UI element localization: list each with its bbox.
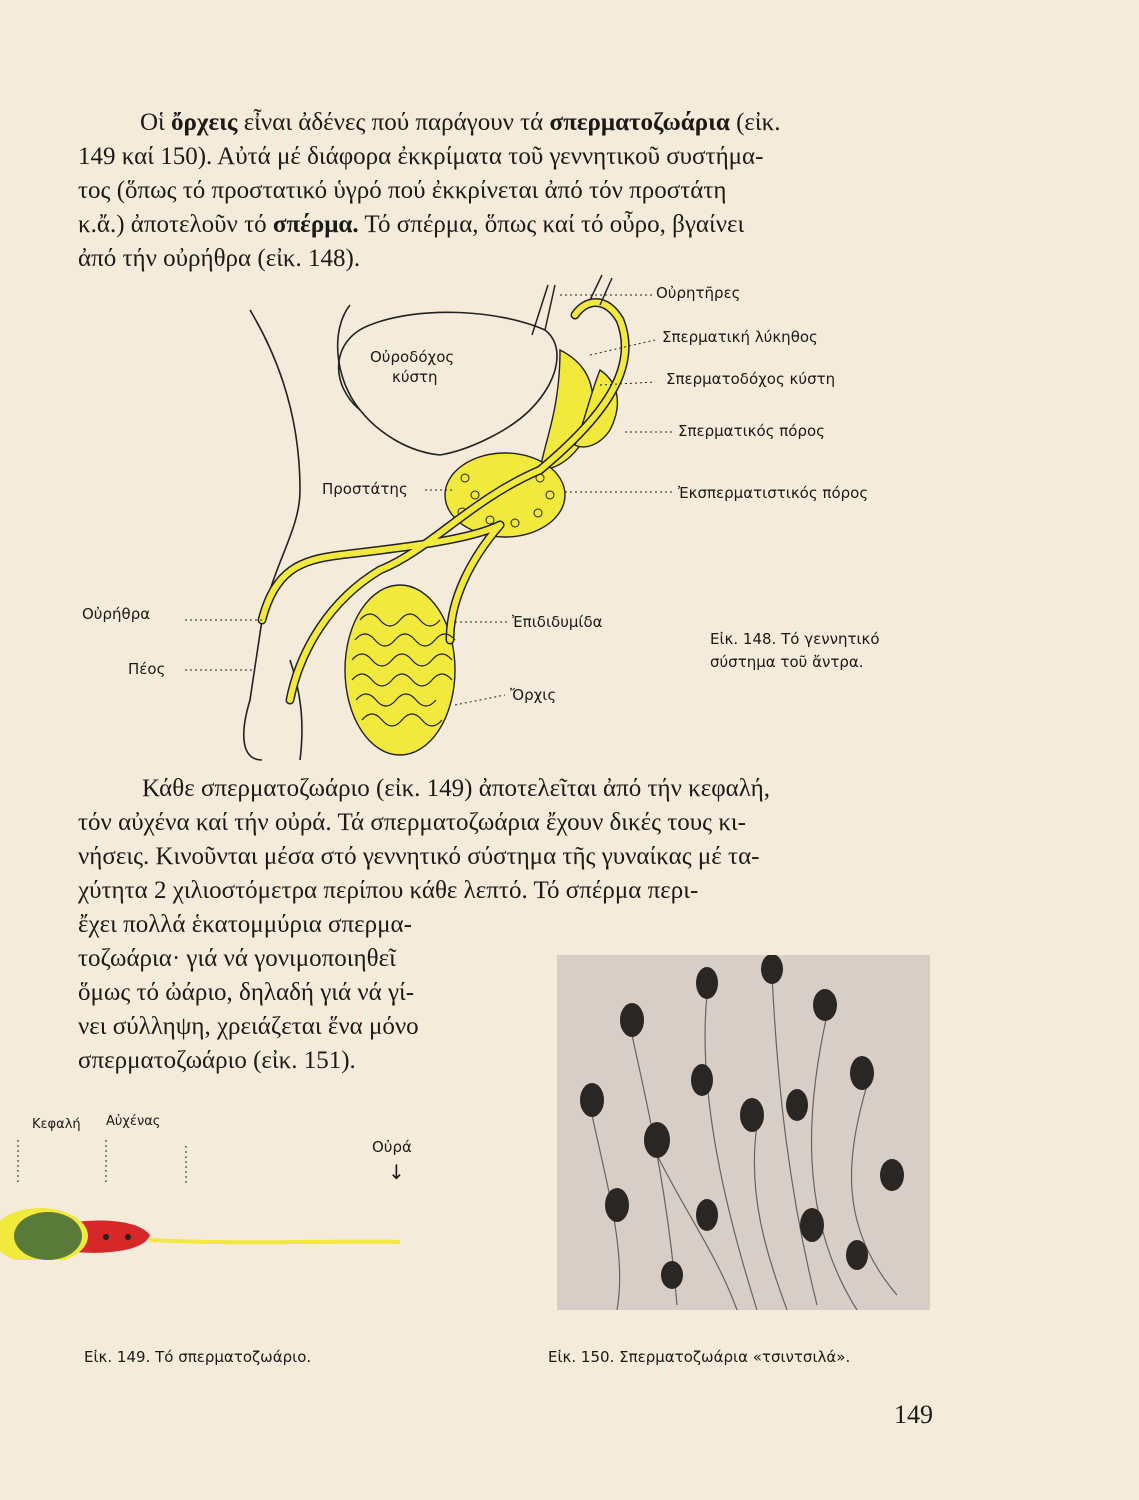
label-testis: Ὄρχις <box>510 686 557 704</box>
paragraph-2-line-9: σπερματοζωάριο (εἰκ. 151). <box>78 1047 356 1074</box>
label-urethra: Οὐρήθρα <box>82 605 151 623</box>
paragraph-1-line-5: ἀπό τήν οὐρήθρα (εἰκ. 148). <box>78 245 361 272</box>
label-penis: Πέος <box>128 660 166 678</box>
sperm-diagram <box>0 1140 440 1260</box>
figure-148-caption: Εἰκ. 148. Τό γεννητικό σύστημα τοῦ ἄντρα. <box>710 630 880 671</box>
paragraph-1 <box>78 106 942 276</box>
label-bladder-right: Σπερματοδόχος κύστη <box>666 370 836 388</box>
paragraph-1-line-4: κ.ἄ.) ἀποτελοῦν τό σπέρμα. Τό σπέρμα, ὅπως καί τό οὖρο, βγαίνει <box>78 211 745 238</box>
reproductive-system-diagram <box>0 270 1139 770</box>
sperm-micrograph <box>557 955 930 1310</box>
label-tail: Οὐρά <box>372 1138 412 1156</box>
paragraph-2-line-4: χύτητα 2 χιλιοστόμετρα περίπου κάθε λεπτό. Τό σπέρμα περι- <box>78 877 699 904</box>
label-prostate: Προστάτης <box>322 480 408 498</box>
label-bladder-line1: Οὐροδόχος <box>370 348 455 366</box>
label-ejaculatory-duct: Ἐκσπερματιστικός πόρος <box>678 484 869 502</box>
label-bladder-line2: κύστη <box>392 368 438 386</box>
label-neck: Αὐχένας <box>106 1114 161 1129</box>
paragraph-2-line-3: νήσεις. Κινοῦνται μέσα στό γεννητικό σύστημα τῆς γυναίκας μέ τα- <box>78 843 760 870</box>
paragraph-2-line-1: Κάθε σπερματοζωάριο (εἰκ. 149) ἀποτελεῖται ἀπό τήν κεφαλή, <box>142 775 770 802</box>
figure-150-caption: Εἰκ. 150. Σπερματοζωάρια «τσιντσιλά». <box>548 1348 851 1366</box>
paragraph-2-line-8: νει σύλληψη, χρειάζεται ἕνα μόνο <box>78 1013 419 1040</box>
label-vas-deferens: Σπερματικός πόρος <box>678 422 825 440</box>
tail-arrow: ↓ <box>388 1160 405 1184</box>
paragraph-1-line-2: 149 καί 150). Αὐτά μέ διάφορα ἐκκρίματα τοῦ γεννητικοῦ συστήμα- <box>78 143 764 170</box>
paragraph-2-narrow <box>78 908 510 1078</box>
paragraph-2-line-5: ἔχει πολλά ἑκατομμύρια σπερμα- <box>78 911 412 938</box>
paragraph-2-line-7: ὅμως τό ὠάριο, δηλαδή γιά νά γί- <box>78 979 415 1006</box>
label-ureters: Οὐρητῆρες <box>656 284 741 302</box>
paragraph-1-line-1: Οἱ ὄρχεις εἶναι ἀδένες πού παράγουν τά σπερματοζωάρια (εἰκ. <box>140 109 781 136</box>
paragraph-2 <box>78 772 942 908</box>
paragraph-2-line-6: τοζωάρια· γιά νά γονιμοποιηθεῖ <box>78 945 396 972</box>
label-head: Κεφαλή <box>32 1117 81 1132</box>
label-seminal-vesicle: Σπερματική λύκηθος <box>662 328 818 346</box>
page-number: 149 <box>894 1400 933 1429</box>
paragraph-2-line-2: τόν αὐχένα καί τήν οὐρά. Τά σπερματοζωάρια ἔχουν δικές τους κι- <box>78 809 746 836</box>
paragraph-1-line-3: τος (ὅπως τό προστατικό ὑγρό πού ἐκκρίνεται ἀπό τόν προστάτη <box>78 177 727 204</box>
label-epididymis: Ἐπιδιδυμίδα <box>512 613 603 631</box>
figure-149-caption: Εἰκ. 149. Τό σπερματοζωάριο. <box>84 1348 312 1366</box>
